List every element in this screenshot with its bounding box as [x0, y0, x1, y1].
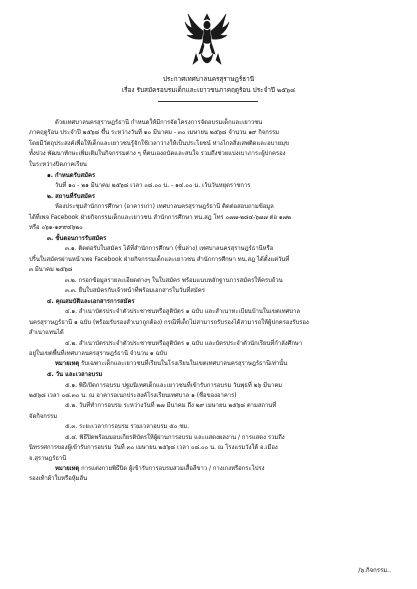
section-4-heading: ๔. คุณสมบัติและเอกสารการสมัคร	[47, 298, 135, 305]
section-2-line: ได้ที่เพจ Facebook ฝ่ายกิจกรรมเด็กและเยาวชน สำนักการศึกษา ทน.สฎ โทร ๐๗๗-๒๘๔-๖๗๗ ต่อ ๑๗๒	[29, 214, 291, 221]
section-5-item: จ.สุราษฎร์ธานี	[29, 455, 67, 462]
section-3-item: ๓.๑. ติดต่อรับใบสมัคร ได้ที่สำนักการศึกษา (ชั้นล่าง) เทศบาลนครสุราษฎร์ธานีหรือ	[65, 246, 274, 253]
section-4-item: ๔.๑. สำเนาบัตรประจำตัวประชาชนหรือสูติบัตร ๑ ฉบับ และสำเนาทะเบียนบ้านในเขตเทศบาล	[65, 309, 300, 316]
intro-line: ในระหว่างปิดภาคเรียน	[29, 161, 87, 168]
section-4-item: อยู่ในเขตพื้นที่เทศบาลนครสุราษฎร์ธานี จำนวน ๑ ฉบับ	[29, 350, 167, 357]
section-5-item: ๕.๒. วันที่ทำการอบรม ระหว่างวันที่ ๒๗ มีนาคม ถึง ๒๙ เมษายน ๒๕๖๘ ตามสถานที่	[65, 403, 277, 410]
section-5-note-cont: รองเท้าผ้าใบหรือหุ้มส้น	[29, 476, 88, 483]
section-4-item: สำเนาแทนได้	[29, 330, 64, 337]
section-5-item: ๕.๓. ระยะเวลาการอบรม รวมเวลาอบรม ๕๐ ชม.	[65, 424, 189, 431]
section-3-item: ๓.๓. ยื่นใบสมัครกับเจ้าหน้าที่พร้อมเอกสารในวันที่สมัคร	[65, 288, 205, 294]
section-3-item: ๓.๒. กรอกข้อมูลรายละเอียดต่างๆ ในใบสมัคร พร้อมแนบหลักฐานการสมัครให้ครบถ้วน	[65, 277, 283, 284]
intro-line: ด้วยเทศบาลนครสุราษฎร์ธานี กำหนดให้มีการจัดโครงการจัดอบรมเด็กและเยาวชน	[55, 120, 263, 126]
note-label: หมายเหตุ	[55, 465, 80, 472]
garuda-emblem-icon	[182, 10, 232, 70]
continued-marker: /๖.กิจกรรม..	[358, 567, 391, 574]
section-5-item: ๒๕๖๘ เวลา ๐๘.๓๐ น. ณ อาคารอเนกประสงค์โรงเรียนเทศบาล ๑ (ชื่อของอาคาร)	[29, 393, 237, 400]
announcement-subject: เรื่อง รับสมัครอบรมเด็กและเยาวชนภาคฤดูร้อน ประจำปี ๒๕๖๘	[121, 86, 296, 94]
section-5-item: จัดกิจกรรม	[29, 413, 58, 420]
section-4-item: นครสุราษฎร์ธานี ๑ ฉบับ (พร้อมรับรองสำเนาถูกต้อง) กรณีที่เด็กไม่สามารถรับรองได้สามารถให้ผู้ปกครองรับรอง	[29, 319, 309, 326]
header-divider	[158, 101, 258, 102]
section-5-heading: ๕. วัน และเวลาอบรม	[47, 372, 103, 379]
note-text: การแต่งกายพิธีปิด ผู้เข้ารับการอบรมสวมเสื้อสีขาว / กางเกงหรือกระโปรง	[79, 465, 265, 472]
section-5-item: ๕.๑. พิธีเปิดการอบรม ปฐมนิเทศเด็กและเยาวชนที่เข้ารับการอบรม วันพุธที่ ๒๖ มีนาคม	[65, 382, 283, 389]
section-2-line: ห้องประชุมสำนักการศึกษา (อาคารเก่า) เทศบาลนครสุราษฎร์ธานี ติดต่อสอบถามข้อมูล	[55, 204, 274, 211]
announcement-header	[0, 74, 417, 96]
section-2-line: หรือ ๐๖๑-๑๙๙๔๖๒๐	[29, 225, 83, 232]
section-5-note	[29, 464, 391, 474]
section-5-item: นิทรรศการของผู้เข้ารับการอบรม วันที่ ๓๐ เมษายน ๒๕๖๘ เวลา ๐๘.๐๐ น. ณ โรงแรมวังใต้ อ.เมือง	[29, 445, 278, 452]
intro-line: ทั้งปวง พัฒนาทักษะเพิ่มเติมในกิจกรรมต่าง ๆ ที่ตนเองถนัดและสนใจ รวมถึงช่วยแบ่งเบาภาระผู้ปกครอง	[29, 151, 286, 158]
section-4-item: ๔.๒. สำเนาบัตรประจำตัวประชาชนหรือสูติบัตร ๑ ฉบับ และบัตรประจำตัวนักเรียนที่กำลังศึกษา	[65, 340, 303, 347]
section-3-item: ปริ้นใบสมัครผ่านหน้าเพจ Facebook ฝ่ายกิจกรรมเด็กและเยาวชน สำนักการศึกษา ทน.สฎ ได้ตั้งแต่วันที่	[29, 256, 290, 263]
section-1-heading: ๑. กำหนดรับสมัคร	[47, 172, 96, 179]
section-2-heading: ๒. สถานที่รับสมัคร	[47, 193, 96, 200]
issuing-organization: ประกาศเทศบาลนครสุราษฎร์ธานี	[162, 75, 255, 83]
section-3-item: ๓ มีนาคม ๒๕๖๘	[29, 267, 73, 274]
intro-line: โดยมีวัตถุประสงค์เพื่อให้เด็กและเยาวชนรู้จักใช้เวลาว่างให้เป็นประโยชน์ ห่างไกลสิ่งเสพติดและอบายมุข	[29, 140, 290, 147]
announcement-body	[29, 118, 391, 485]
intro-line: ภาคฤดูร้อน ประจำปี ๒๕๖๘ ขึ้น ระหว่างวันที่ ๑๐ มีนาคม - ๓๐ เมษายน ๒๕๖๘ จำนวน ๑๙ กิจกรรม	[29, 130, 280, 137]
section-1-text: วันที่ ๑๐ - ๒๑ มีนาคม ๒๕๖๘ เวลา ๐๘.๐๐ น. - ๑๔.๐๐ น. เว้นวันหยุดราชการ	[55, 182, 251, 189]
section-3-heading: ๓. ขั้นตอนการรับสมัคร	[47, 235, 107, 242]
section-4-note	[29, 359, 391, 369]
section-5-item: ๕.๔. พิธีปิดพร้อมมอบเกียรติบัตรให้ผู้ผ่านการอบรม และแสดงผลงาน / การแสดง รวมถึง	[65, 434, 285, 441]
note-text: รับเฉพาะเด็กและเยาวชนที่เรียนในโรงเรียนในเขตเทศบาลนครสุราษฎร์ธานีเท่านั้น	[79, 361, 288, 368]
note-label: หมายเหตุ	[55, 361, 80, 368]
